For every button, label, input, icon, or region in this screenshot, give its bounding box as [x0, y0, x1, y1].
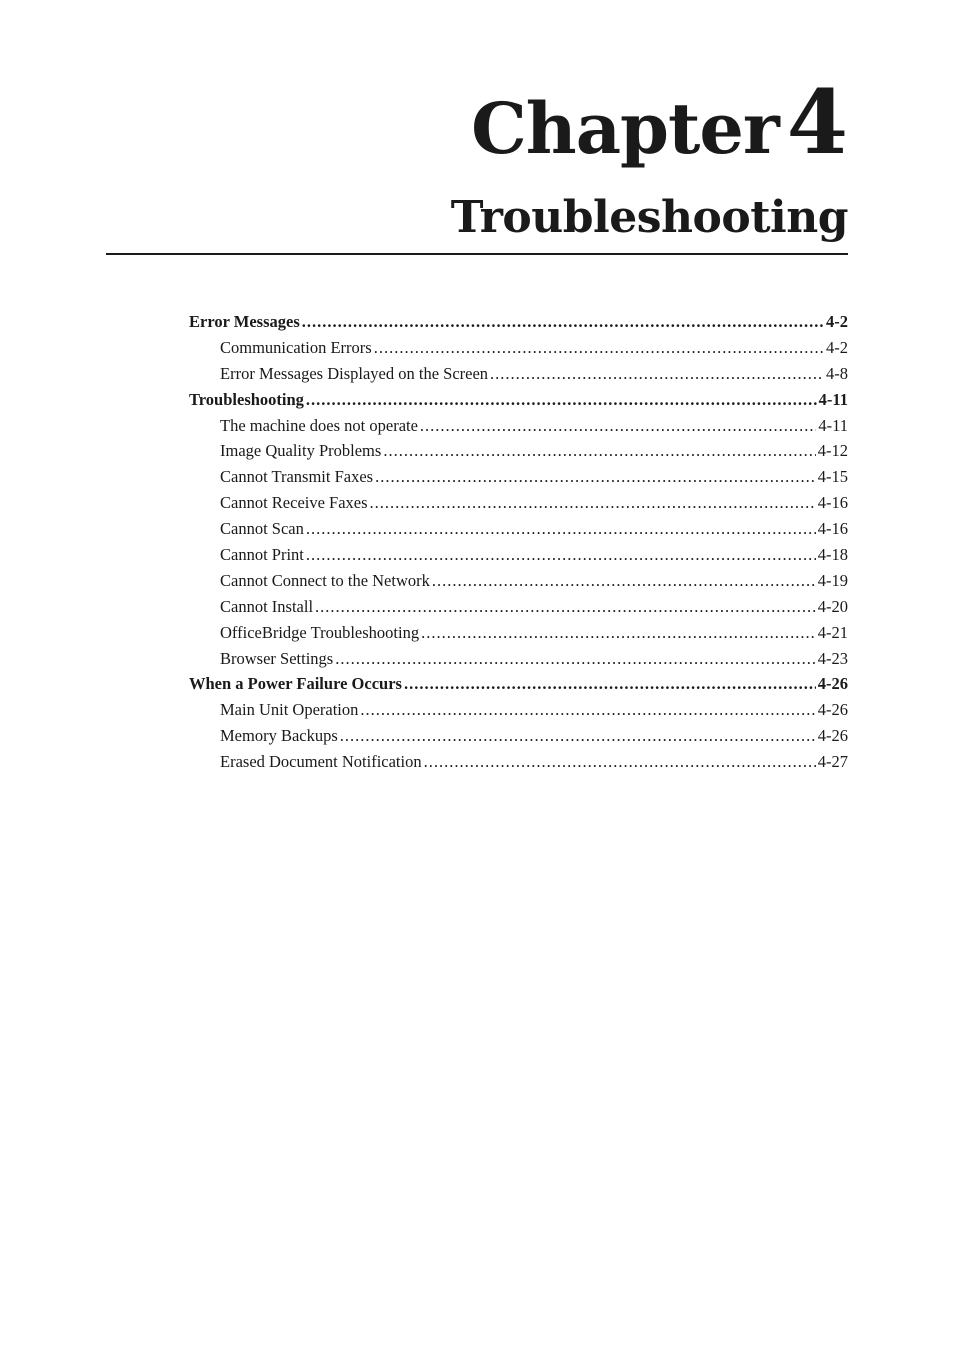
toc-entry-page: 4-27: [817, 752, 848, 772]
table-of-contents: [189, 312, 848, 778]
toc-entry[interactable]: [189, 312, 848, 338]
toc-entry[interactable]: [189, 416, 848, 442]
toc-entry-page: 4-16: [817, 493, 848, 513]
toc-entry[interactable]: [189, 390, 848, 416]
toc-entry[interactable]: [189, 752, 848, 778]
toc-dot-leader: [420, 416, 816, 436]
toc-dot-leader: [490, 364, 824, 384]
toc-entry[interactable]: [189, 545, 848, 571]
toc-dot-leader: [432, 571, 816, 591]
chapter-title: Troubleshooting: [450, 192, 848, 243]
toc-entry[interactable]: [189, 623, 848, 649]
toc-entry[interactable]: [189, 493, 848, 519]
toc-dot-leader: [404, 674, 816, 694]
toc-dot-leader: [335, 649, 816, 669]
toc-dot-leader: [315, 597, 816, 617]
toc-entry[interactable]: [189, 467, 848, 493]
toc-entry-label: Image Quality Problems: [220, 441, 382, 461]
chapter-number: 4: [786, 70, 848, 174]
toc-dot-leader: [370, 493, 816, 513]
toc-entry[interactable]: [189, 571, 848, 597]
toc-entry[interactable]: [189, 441, 848, 467]
toc-entry-label: Cannot Print: [220, 545, 304, 565]
toc-entry-label: Troubleshooting: [189, 389, 304, 409]
toc-entry-label: OfficeBridge Troubleshooting: [220, 622, 420, 642]
toc-entry-label: The machine does not operate: [220, 415, 418, 435]
toc-entry[interactable]: [189, 519, 848, 545]
toc-dot-leader: [374, 338, 824, 358]
toc-entry[interactable]: [189, 674, 848, 700]
toc-dot-leader: [306, 519, 816, 539]
chapter-word: Chapter: [471, 87, 779, 170]
toc-entry-page: 4-20: [817, 596, 848, 616]
toc-entry[interactable]: [189, 726, 848, 752]
toc-entry-label: Cannot Transmit Faxes: [220, 467, 374, 487]
toc-entry-page: 4-2: [826, 312, 848, 331]
toc-entry-label: Browser Settings: [220, 648, 334, 668]
toc-entry-page: 4-18: [817, 545, 848, 565]
toc-entry-label: Cannot Connect to the Network: [220, 570, 430, 590]
toc-entry-label: Main Unit Operation: [220, 700, 359, 720]
toc-entry-page: 4-16: [817, 519, 848, 539]
toc-entry-page: 4-26: [817, 726, 848, 746]
chapter-heading: [471, 70, 848, 174]
toc-entry-label: When a Power Failure Occurs: [189, 674, 402, 694]
title-rule: [106, 253, 848, 255]
toc-entry[interactable]: [189, 338, 848, 364]
toc-entry-label: Error Messages Displayed on the Screen: [220, 363, 489, 383]
toc-entry-page: 4-26: [817, 700, 848, 720]
toc-dot-leader: [375, 467, 816, 487]
toc-entry[interactable]: [189, 364, 848, 390]
toc-entry-page: 4-21: [817, 622, 848, 642]
toc-dot-leader: [302, 312, 824, 332]
toc-entry-label: Cannot Install: [220, 596, 314, 616]
toc-entry-page: 4-11: [818, 415, 848, 435]
toc-entry-page: 4-15: [817, 467, 848, 487]
toc-entry-label: Error Messages: [189, 312, 300, 331]
toc-entry-label: Communication Errors: [220, 337, 372, 357]
toc-entry[interactable]: [189, 597, 848, 623]
toc-entry[interactable]: [189, 649, 848, 675]
toc-entry-page: 4-2: [826, 337, 848, 357]
toc-entry-page: 4-12: [817, 441, 848, 461]
toc-dot-leader: [424, 752, 816, 772]
toc-dot-leader: [306, 545, 816, 565]
toc-entry-label: Cannot Scan: [220, 519, 304, 539]
toc-entry-label: Cannot Receive Faxes: [220, 493, 368, 513]
toc-entry[interactable]: [189, 700, 848, 726]
toc-entry-page: 4-26: [817, 674, 848, 694]
toc-entry-label: Erased Document Notification: [220, 752, 422, 772]
toc-dot-leader: [421, 623, 816, 643]
toc-dot-leader: [383, 441, 815, 461]
toc-dot-leader: [306, 390, 817, 410]
toc-dot-leader: [360, 700, 815, 720]
toc-entry-page: 4-11: [818, 389, 848, 409]
toc-entry-page: 4-23: [817, 648, 848, 668]
toc-entry-page: 4-19: [817, 570, 848, 590]
toc-dot-leader: [340, 726, 816, 746]
toc-entry-label: Memory Backups: [220, 726, 338, 746]
toc-entry-page: 4-8: [826, 363, 848, 383]
